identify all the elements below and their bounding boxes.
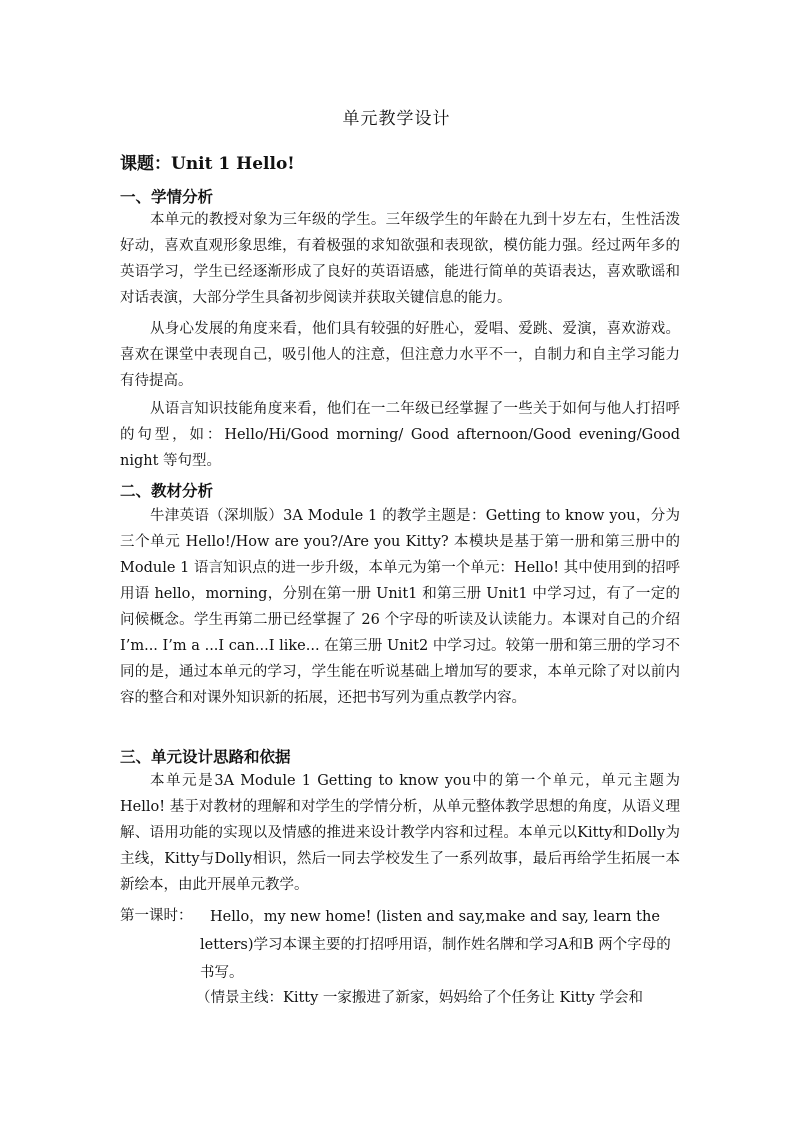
paragraph: 牛津英语（深圳版）3A Module 1 的教学主题是：Getting to know you，分为三个单元 Hello!/How are you?/Are you Kitty? 本模块是基于第一册和第三册中的 Module 1 语言知识点的进一步升级，本单元为第一个单元：Hello! 其中使用到的招呼用语 hello，morning，分别在第一册 Unit1 和第三册 Unit1 中学习过，有了一定的问候概念。学生再第二册已经掌握了 26 个字母的听读及认读能力。本课对自己的介绍 I’m... I’m a ...I can...I like... 在第三册 Unit2 中学习过。较第一册和第三册的学习不同的是，通过本单元的学习，学生能在听说基础上增加写的要求，本单元除了对以前内容的整合和对课外知识新的拓展，还把书写列为重点教学内容。	[120, 508, 680, 706]
section-heading-student-analysis: 一、学情分析	[120, 187, 214, 206]
lesson-subject: 课题：Unit 1 Hello!	[120, 154, 295, 174]
paragraph: 本单元的教授对象为三年级的学生。三年级学生的年龄在九到十岁左右，生性活泼好动，喜欢直观形象思维，有着极强的求知欲强和表现欲，模仿能力强。经过两年多的英语学习，学生已经逐渐形成了良好的英语语感，能进行简单的英语表达，喜欢歌谣和对话表演，大部分学生具备初步阅读并获取关键信息的能力。	[120, 212, 680, 306]
lesson1-label: 第一课时：	[120, 908, 193, 924]
document-title: 单元教学设计	[342, 109, 451, 129]
paragraph: 从语言知识技能角度来看，他们在一二年级已经掌握了一些关于如何与他人打招呼的句型，如：Hello/Hi/Good morning/ Good afternoon/Good evening/Good night 等句型。	[120, 401, 680, 469]
lesson1-content: Hello，my new home! (listen and say,make and say, learn the letters)学习本课主要的打招呼用语，制作姓名牌和学习A和B 两个字母的书写。	[200, 909, 671, 981]
section-heading-design-rationale: 三、单元设计思路和依据	[120, 747, 291, 766]
paragraph: 从身心发展的角度来看，他们具有较强的好胜心，爱唱、爱跳、爱演，喜欢游戏。喜欢在课堂中表现自己，吸引他人的注意，但注意力水平不一，自制力和自主学习能力有待提高。	[120, 321, 680, 389]
section-heading-textbook-analysis: 二、教材分析	[120, 481, 214, 500]
lesson1-scene: （情景主线：Kitty 一家搬进了新家，妈妈给了个任务让 Kitty 学会和	[196, 990, 643, 1006]
paragraph: 本单元是3A Module 1 Getting to know you中的第一个单元，单元主题为Hello! 基于对教材的理解和对学生的学情分析，从单元整体教学思想的角度，从语义理解、语用功能的实现以及情感的推进来设计教学内容和过程。本单元以Kitty和Dolly为主线，Kitty与Dolly相识，然后一同去学校发生了一系列故事，最后再给学生拓展一本新绘本，由此开展单元教学。	[120, 773, 680, 893]
